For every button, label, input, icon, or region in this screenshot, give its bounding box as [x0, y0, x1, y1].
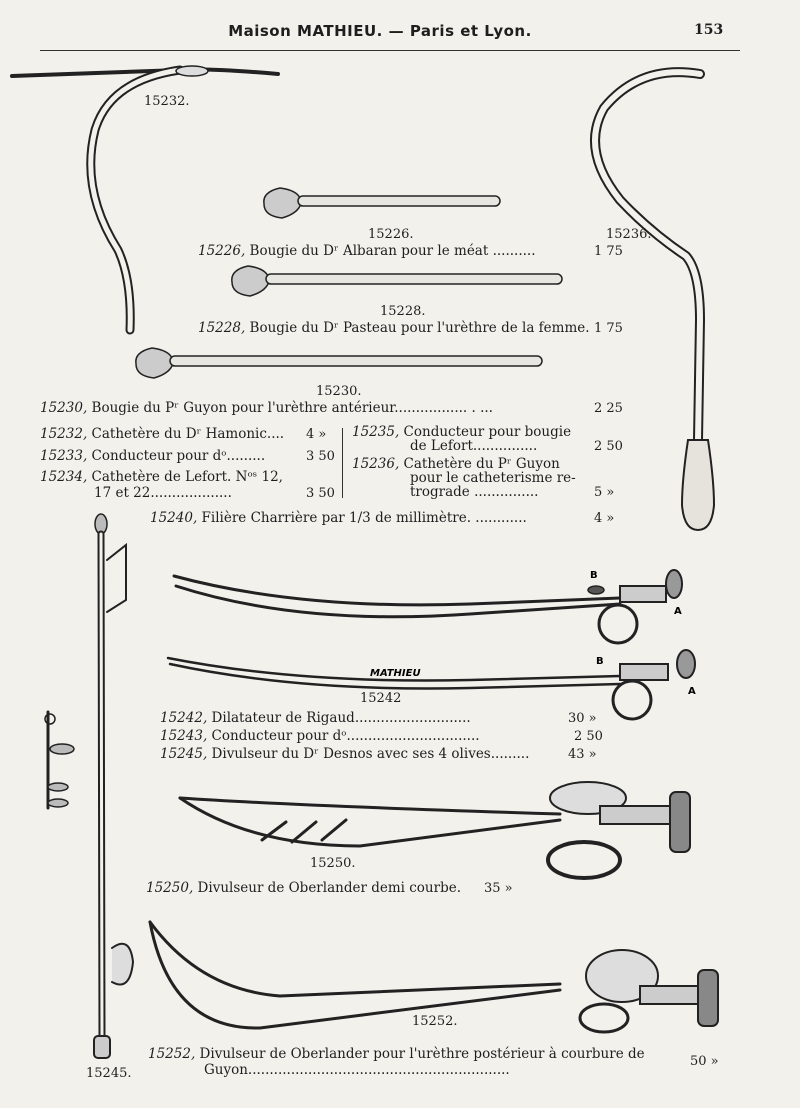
- entry-number: 15233,: [40, 448, 88, 464]
- entry-15243: [160, 728, 480, 744]
- entry-text: Divulseur de Oberlander pour l'urèthre postérieur à courbure de: [199, 1046, 645, 1062]
- figure-label-15252: 15252.: [412, 1014, 458, 1029]
- bougie-15230-illustration: [136, 348, 542, 378]
- label-a-upper: A: [674, 606, 682, 617]
- entry-price-15234: 3 50: [306, 486, 335, 501]
- entry-15234-cont: 17 et 22...................: [94, 485, 232, 501]
- entry-price-15226: 1 75: [594, 244, 623, 259]
- entry-15226: [198, 243, 535, 259]
- entry-text: Cathetère du Dʳ Hamonic....: [91, 426, 285, 442]
- entry-price-15236: 5 »: [594, 485, 615, 500]
- column-separator: [342, 428, 343, 498]
- bougie-15228-illustration: [232, 266, 562, 296]
- entry-15242: [160, 710, 471, 726]
- entry-number: 15236,: [352, 456, 400, 472]
- entry-number: 15252,: [148, 1046, 196, 1062]
- entry-15233: [40, 448, 265, 464]
- entry-number: 15228,: [198, 320, 246, 336]
- entry-15236-cont2: trograde ...............: [410, 484, 539, 500]
- figure-label-15226: 15226.: [368, 227, 414, 242]
- entry-price-15252: 50 »: [690, 1054, 719, 1069]
- entry-text: Conducteur pour dᵒ.........: [91, 448, 266, 464]
- entry-number: 15250,: [146, 880, 194, 896]
- entry-text: Filière Charrière par 1/3 de millimètre. ............: [201, 510, 527, 526]
- entry-number: 15245,: [160, 746, 208, 762]
- entry-15228: [198, 320, 590, 336]
- entry-price-15240: 4 »: [594, 511, 615, 526]
- entry-number: 15226,: [198, 243, 246, 259]
- divulseur-15250-illustration: [180, 782, 690, 878]
- entry-price-15243: 2 50: [574, 729, 603, 744]
- bougie-15226-illustration: [264, 188, 500, 218]
- label-b-lower: B: [596, 656, 604, 667]
- entry-price-15242: 30 »: [568, 711, 597, 726]
- entry-number: 15235,: [352, 424, 400, 440]
- filiere-15240-illustration: [94, 514, 133, 1058]
- olives-15245-illustration: [45, 712, 74, 808]
- entry-number: 15234,: [40, 469, 88, 485]
- entry-number: 15243,: [160, 728, 208, 744]
- entry-number: 15240,: [150, 510, 198, 526]
- dilatateur-15242-lower-illustration: [168, 650, 695, 719]
- figure-label-15232: 15232.: [144, 94, 190, 109]
- entry-number: 15230,: [40, 400, 88, 416]
- entry-text: Bougie du Pʳ Guyon pour l'urèthre antérieur................. . ...: [91, 400, 493, 416]
- figure-label-15228: 15228.: [380, 304, 426, 319]
- entry-15240: [150, 510, 527, 526]
- entry-price-15250: 35 »: [484, 881, 513, 896]
- entry-price-15232: 4 »: [306, 427, 327, 442]
- entry-text: Bougie du Dʳ Albaran pour le méat ..........: [249, 243, 536, 259]
- label-b-upper: B: [590, 570, 598, 581]
- figure-label-15245: 15245.: [86, 1066, 132, 1081]
- entry-text: Dilatateur de Rigaud...........................: [211, 710, 471, 726]
- entry-15230: [40, 400, 493, 416]
- entry-text: Divulseur du Dʳ Desnos avec ses 4 olives.........: [211, 746, 530, 762]
- page-number: 153: [694, 22, 724, 38]
- entry-text: Divulseur de Oberlander demi courbe.: [197, 880, 461, 896]
- entry-15245: [160, 746, 529, 762]
- entry-text: Conducteur pour bougie: [403, 424, 572, 440]
- entry-15252-cont: Guyon.............................................................: [204, 1062, 510, 1078]
- entry-text: Conducteur pour dᵒ...............................: [211, 728, 480, 744]
- figure-label-15242: 15242: [360, 691, 402, 706]
- mathieu-engraving: MATHIEU: [370, 668, 421, 679]
- entry-price-15228: 1 75: [594, 321, 623, 336]
- entry-15252: [148, 1046, 645, 1062]
- figure-label-15250: 15250.: [310, 856, 356, 871]
- entry-text: Cathetère de Lefort. Nᵒˢ 12,: [91, 469, 283, 485]
- entry-price-15233: 3 50: [306, 449, 335, 464]
- entry-number: 15232,: [40, 426, 88, 442]
- catheter-15236-illustration: [595, 72, 714, 530]
- figure-label-15236: 15236.: [606, 227, 652, 242]
- figure-label-15230: 15230.: [316, 384, 362, 399]
- page-header-title: Maison MATHIEU. — Paris et Lyon.: [228, 22, 532, 40]
- entry-15235-cont: de Lefort...............: [410, 438, 538, 454]
- entry-15234: [40, 469, 283, 485]
- entry-15236-cont1: pour le catheterisme re-: [410, 470, 576, 486]
- entry-text: Bougie du Dʳ Pasteau pour l'urèthre de la femme.: [249, 320, 590, 336]
- entry-15232: [40, 426, 284, 442]
- dilatateur-15242-upper-illustration: [174, 570, 682, 643]
- entry-price-15235: 2 50: [594, 439, 623, 454]
- entry-text: Cathetère du Pʳ Guyon: [403, 456, 560, 472]
- entry-15250: [146, 880, 461, 896]
- label-a-lower: A: [688, 686, 696, 697]
- entry-price-15245: 43 »: [568, 747, 597, 762]
- entry-price-15230: 2 25: [594, 401, 623, 416]
- entry-number: 15242,: [160, 710, 208, 726]
